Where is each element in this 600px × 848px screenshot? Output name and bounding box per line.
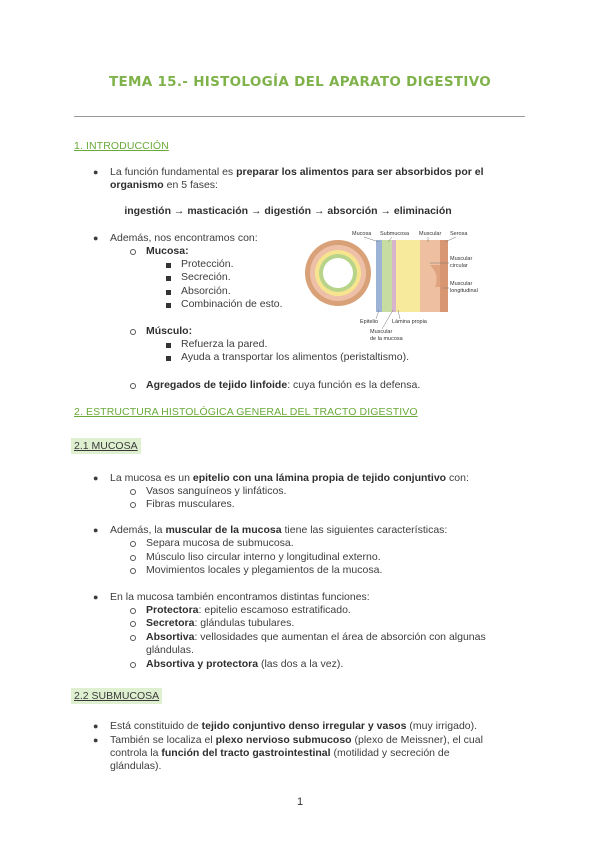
circle-bullet-icon: [130, 555, 136, 561]
bullet-icon: ●: [93, 525, 99, 535]
list-item: Refuerza la pared.: [181, 338, 268, 350]
page-number: 1: [296, 796, 304, 808]
list-item: Músculo liso circular interno y longitudinal externo.: [146, 551, 381, 563]
bullet-icon: ●: [93, 167, 99, 177]
list-item-agregados: Agregados de tejido linfoide: cuya función es la defensa.: [146, 379, 421, 391]
mucosa-paragraph: La mucosa es un epitelio con una lámina propia de tejido conjuntivo con:: [110, 472, 469, 484]
muscular-mucosa-paragraph: Además, la muscular de la mucosa tiene las siguientes características:: [110, 524, 448, 536]
subsection-heading-mucosa: 2.1 MUCOSA: [71, 438, 141, 454]
label-muscular-longitudinal-2: longitudinal: [450, 288, 478, 294]
circle-bullet-icon: [130, 249, 136, 255]
list-item: Ayuda a transportar los alimentos (peristaltismo).: [181, 351, 409, 363]
list-item-absortiva: Absortiva: vellosidades que aumentan el área de absorción con algunas glándulas.: [146, 631, 486, 657]
bullet-icon: ●: [93, 592, 99, 602]
functions-paragraph: En la mucosa también encontramos distintas funciones:: [110, 591, 370, 603]
wall-layers: [376, 240, 448, 312]
list-item: Movimientos locales y plegamientos de la mucosa.: [146, 564, 383, 576]
list-item-musculo: Músculo:: [146, 325, 193, 337]
tube-cross-section: [305, 240, 371, 306]
circle-bullet-icon: [130, 662, 136, 668]
list-item: Además, nos encontramos con:: [110, 232, 258, 244]
label-mucosa: Mucosa: [352, 231, 372, 237]
circle-bullet-icon: [130, 329, 136, 335]
intro-paragraph: La función fundamental es preparar los alimentos para ser absorbidos por el organismo en 5 fases:: [110, 166, 484, 192]
list-item-protectora: Protectora: epitelio escamoso estratificado.: [146, 604, 351, 616]
section-heading-estructura: 2. ESTRUCTURA HISTOLÓGICA GENERAL DEL TRACTO DIGESTIVO: [74, 406, 418, 418]
circle-bullet-icon: [130, 608, 136, 614]
bullet-icon: ●: [93, 233, 99, 243]
list-item: Secreción.: [181, 271, 231, 283]
digestive-wall-figure: [300, 225, 510, 345]
circle-bullet-icon: [130, 541, 136, 547]
label-muscular-circular-2: circular: [450, 263, 468, 269]
label-muscular-longitudinal: Muscular: [450, 281, 473, 287]
circle-bullet-icon: [130, 383, 136, 389]
square-bullet-icon: [166, 263, 171, 268]
bullet-icon: ●: [93, 473, 99, 483]
title-divider: [74, 116, 525, 117]
label-muscular: Muscular: [419, 231, 442, 237]
list-item-absortiva-protectora: Absortiva y protectora (las dos a la vez).: [146, 658, 344, 670]
submucosa-paragraph-2: También se localiza el plexo nervioso submucoso (plexo de Meissner), el cual controla la función del tracto gastrointestinal (motilidad y secreción de glándulas).: [110, 734, 483, 773]
section-heading-introduccion: 1. INTRODUCCIÓN: [74, 140, 169, 152]
square-bullet-icon: [166, 276, 171, 281]
bullet-icon: ●: [93, 735, 99, 745]
square-bullet-icon: [166, 303, 171, 308]
submucosa-paragraph-1: Está constituido de tejido conjuntivo denso irregular y vasos (muy irrigado).: [110, 720, 478, 732]
circle-bullet-icon: [130, 635, 136, 641]
label-serosa: Serosa: [450, 231, 468, 237]
square-bullet-icon: [166, 343, 171, 348]
list-item: Fibras musculares.: [146, 498, 235, 510]
list-item-mucosa: Mucosa:: [146, 245, 189, 257]
circle-bullet-icon: [130, 489, 136, 495]
circle-bullet-icon: [130, 568, 136, 574]
label-muscular-circular: Muscular: [450, 256, 473, 262]
list-item: Combinación de esto.: [181, 298, 283, 310]
label-epitelio: Epitelio: [360, 319, 379, 325]
list-item-secretora: Secretora: glándulas tubulares.: [146, 617, 295, 629]
square-bullet-icon: [166, 290, 171, 295]
label-muscular-mucosa: Muscular: [370, 329, 393, 335]
circle-bullet-icon: [130, 502, 136, 508]
label-muscular-mucosa-2: de la mucosa: [370, 336, 403, 342]
list-item: Vasos sanguíneos y linfáticos.: [146, 485, 287, 497]
list-item: Protección.: [181, 258, 234, 270]
phases-sequence: ingestión → masticación → digestión → absorción → eliminación: [124, 205, 452, 217]
subsection-heading-submucosa: 2.2 SUBMUCOSA: [71, 688, 162, 704]
circle-bullet-icon: [130, 621, 136, 627]
label-submucosa: Submucosa: [380, 231, 410, 237]
label-lamina-propia: Lámina propia: [392, 319, 427, 325]
square-bullet-icon: [166, 356, 171, 361]
list-item: Absorción.: [181, 285, 231, 297]
list-item: Separa mucosa de submucosa.: [146, 537, 294, 549]
page-title: TEMA 15.- HISTOLOGÍA DEL APARATO DIGESTIVO: [108, 74, 492, 90]
bullet-icon: ●: [93, 721, 99, 731]
